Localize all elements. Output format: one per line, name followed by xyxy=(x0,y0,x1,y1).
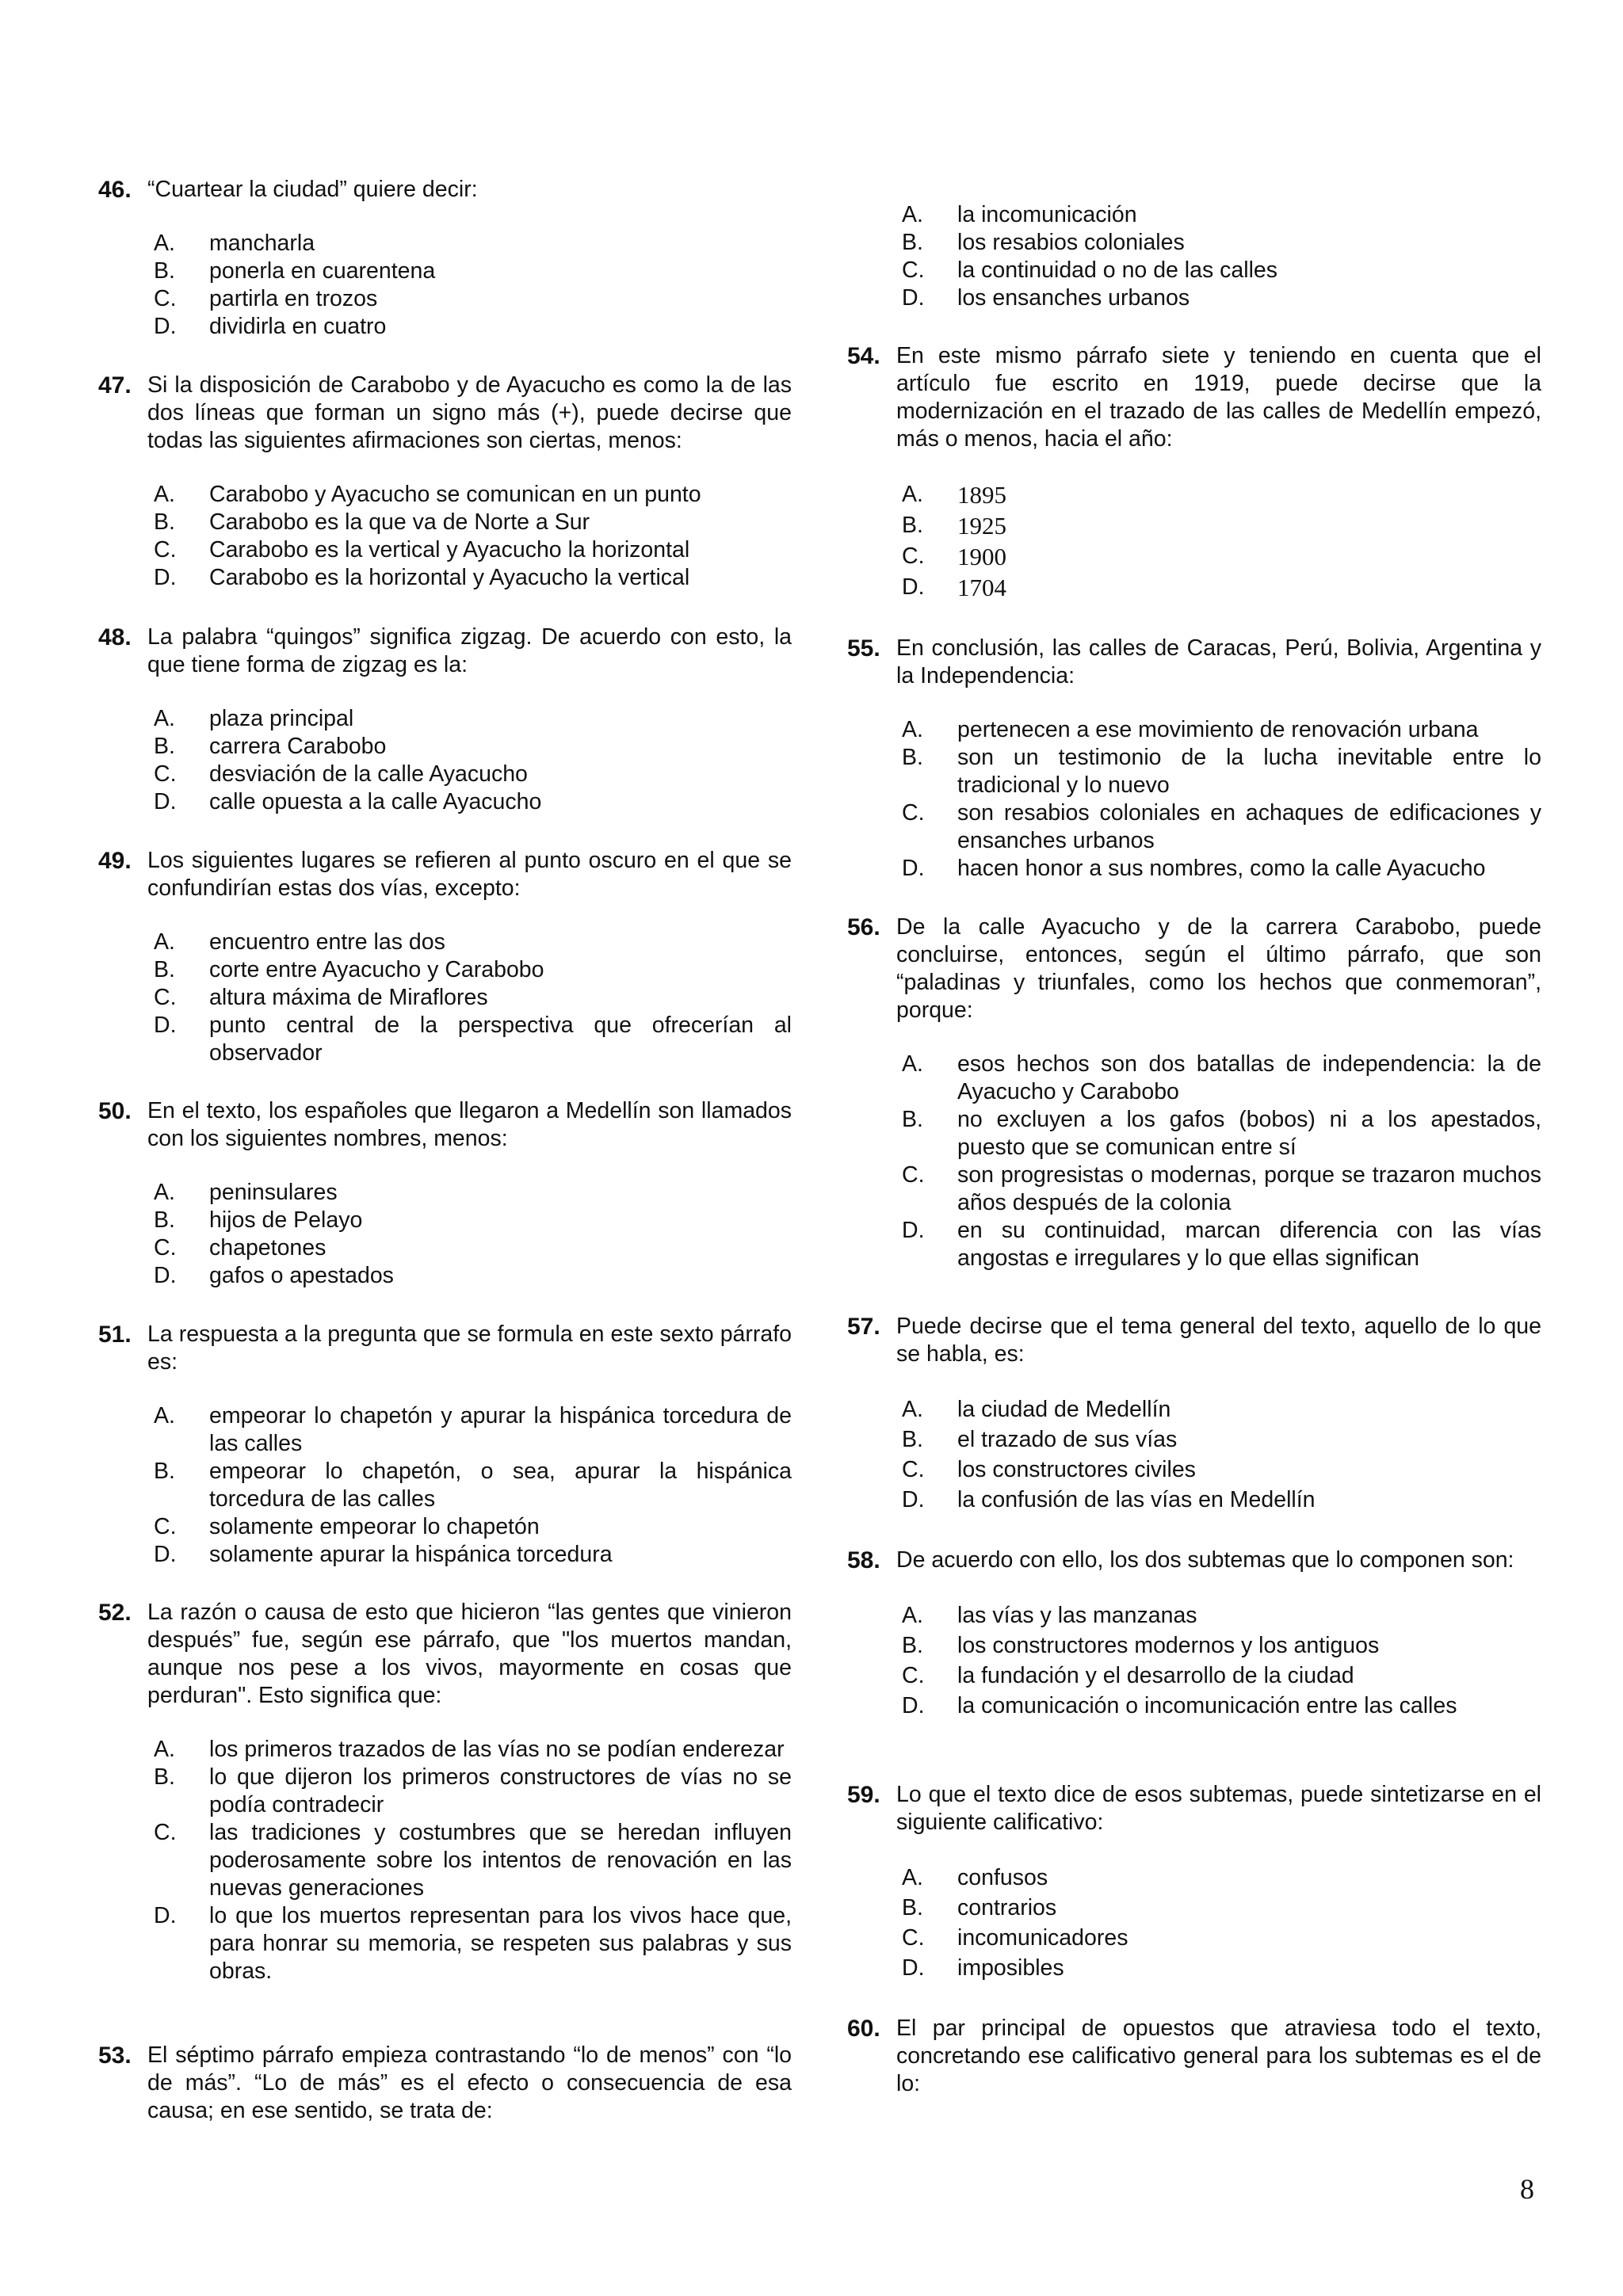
option-letter: A. xyxy=(902,202,923,227)
question-58 xyxy=(847,1547,1541,1721)
page-number: 8 xyxy=(1520,2173,1534,2205)
question-number: 56. xyxy=(847,914,880,940)
question-46 xyxy=(98,176,792,341)
option-letter: B. xyxy=(154,1207,175,1233)
question-number: 48. xyxy=(98,624,132,650)
option-letter: A. xyxy=(154,482,175,507)
option-letter: B. xyxy=(154,1764,175,1790)
question-text: El séptimo párrafo empieza contrastando “lo de menos” con “lo de más”. “Lo de más” es el efecto o consecuencia de esa causa; en ese sentido, se trata de: xyxy=(147,2042,792,2123)
question-stem xyxy=(847,913,1541,1024)
question-stem xyxy=(98,1599,792,1710)
question-56 xyxy=(847,913,1541,1272)
option-letter: B. xyxy=(154,258,175,284)
option-b xyxy=(902,744,1541,799)
question-number: 51. xyxy=(98,1322,132,1348)
options-list xyxy=(847,1863,1541,1983)
question-stem xyxy=(98,372,792,455)
option-text: calle opuesta a la calle Ayacucho xyxy=(209,789,542,814)
option-c xyxy=(902,541,1541,572)
option-text: la fundación y el desarrollo de la ciudad xyxy=(957,1663,1354,1688)
option-text: peninsulares xyxy=(209,1180,338,1205)
option-text: incomunicadores xyxy=(957,1925,1128,1951)
option-text: hijos de Pelayo xyxy=(209,1207,363,1233)
question-55 xyxy=(847,635,1541,883)
option-text: las vías y las manzanas xyxy=(957,1603,1197,1628)
option-text: plaza principal xyxy=(209,706,354,731)
option-letter: A. xyxy=(154,231,175,256)
option-text: no excluyen a los gafos (bobos) ni a los apestados, puesto que se comunican entre sí xyxy=(957,1107,1541,1160)
option-text: 1704 xyxy=(957,574,1006,601)
option-letter: D. xyxy=(154,789,177,814)
option-c xyxy=(902,1923,1541,1953)
option-letter: D. xyxy=(902,1218,925,1243)
option-a xyxy=(154,705,792,733)
option-letter: D. xyxy=(902,856,925,881)
option-d xyxy=(154,1541,792,1569)
question-text: De la calle Ayacucho y de la carrera Carabobo, puede concluirse, entonces, según el último párrafo, que son “paladinas y triunfales, como los hechos que conmemoran”, porque: xyxy=(896,914,1541,1023)
question-text: En el texto, los españoles que llegaron a Medellín son llamados con los siguientes nombres, menos: xyxy=(147,1098,792,1151)
option-text: la incomunicación xyxy=(957,202,1137,227)
option-a xyxy=(154,1402,792,1458)
option-text: los resabios coloniales xyxy=(957,230,1185,255)
option-d xyxy=(154,564,792,592)
question-text: Lo que el texto dice de esos subtemas, puede sintetizarse en el siguiente calificativo: xyxy=(896,1782,1541,1835)
option-b xyxy=(902,1106,1541,1161)
option-b xyxy=(154,1207,792,1234)
options-list xyxy=(98,1179,792,1290)
question-49 xyxy=(98,847,792,1067)
option-letter: C. xyxy=(154,537,177,563)
option-text: los constructores modernos y los antiguos xyxy=(957,1633,1380,1658)
question-51 xyxy=(98,1321,792,1569)
option-letter: B. xyxy=(154,1459,175,1484)
question-number: 59. xyxy=(847,1782,880,1808)
option-text: lo que dijeron los primeros constructores de vías no se podía contradecir xyxy=(209,1764,792,1817)
option-c xyxy=(902,257,1541,284)
option-text: los primeros trazados de las vías no se podían enderezar xyxy=(209,1737,785,1762)
option-a xyxy=(154,1736,792,1764)
question-text: De acuerdo con ello, los dos subtemas que lo componen son: xyxy=(896,1547,1514,1573)
option-letter: D. xyxy=(902,285,925,311)
option-text: contrarios xyxy=(957,1895,1057,1920)
option-text: la confusión de las vías en Medellín xyxy=(957,1487,1316,1512)
option-c xyxy=(154,1513,792,1541)
option-c xyxy=(154,536,792,564)
question-stem xyxy=(98,1097,792,1153)
option-text: mancharla xyxy=(209,231,315,256)
question-number: 53. xyxy=(98,2042,132,2069)
option-b xyxy=(902,229,1541,257)
option-text: 1895 xyxy=(957,481,1006,509)
option-d xyxy=(154,313,792,341)
question-text: “Cuartear la ciudad” quiere decir: xyxy=(147,177,478,202)
option-text: solamente empeorar lo chapetón xyxy=(209,1514,540,1539)
option-b xyxy=(902,1425,1541,1455)
option-text: desviación de la calle Ayacucho xyxy=(209,761,528,787)
option-text: dividirla en cuatro xyxy=(209,314,387,339)
option-letter: A. xyxy=(154,1180,175,1205)
option-text: son un testimonio de la lucha inevitable entre lo tradicional y lo nuevo xyxy=(957,745,1541,798)
option-letter: D. xyxy=(154,565,177,590)
option-text: el trazado de sus vías xyxy=(957,1427,1178,1452)
option-letter: B. xyxy=(154,957,175,982)
option-letter: B. xyxy=(902,1633,923,1658)
option-text: esos hechos son dos batallas de independencia: la de Ayacucho y Carabobo xyxy=(957,1051,1541,1104)
option-text: corte entre Ayacucho y Carabobo xyxy=(209,957,544,982)
option-text: pertenecen a ese movimiento de renovación urbana xyxy=(957,717,1479,742)
option-letter: A. xyxy=(154,1737,175,1762)
option-a xyxy=(154,1179,792,1207)
option-a xyxy=(902,1051,1541,1106)
option-text: son resabios coloniales en achaques de edificaciones y ensanches urbanos xyxy=(957,800,1541,853)
option-d xyxy=(154,1012,792,1067)
option-b xyxy=(154,1458,792,1513)
option-d xyxy=(902,284,1541,312)
option-d xyxy=(902,1217,1541,1272)
option-c xyxy=(902,1455,1541,1485)
option-text: Carabobo es la que va de Norte a Sur xyxy=(209,509,590,535)
option-text: lo que los muertos representan para los vivos hace que, para honrar su memoria, se respeten sus palabras y sus obras. xyxy=(209,1903,792,1984)
option-letter: C. xyxy=(154,761,177,787)
options-list xyxy=(98,929,792,1067)
option-letter: D. xyxy=(154,1542,177,1567)
option-letter: C. xyxy=(902,257,925,283)
option-text: carrera Carabobo xyxy=(209,734,387,759)
option-text: son progresistas o modernas, porque se trazaron muchos años después de la colonia xyxy=(957,1162,1541,1215)
options-list xyxy=(98,481,792,592)
option-letter: B. xyxy=(902,513,923,538)
option-letter: B. xyxy=(902,1895,923,1920)
question-48 xyxy=(98,624,792,816)
options-list xyxy=(98,1736,792,1985)
option-a xyxy=(154,481,792,509)
option-letter: D. xyxy=(154,1013,177,1038)
option-text: en su continuidad, marcan diferencia con las vías angostas e irregulares y lo que ellas significan xyxy=(957,1218,1541,1271)
question-stem xyxy=(847,342,1541,453)
option-text: la ciudad de Medellín xyxy=(957,1397,1171,1422)
option-letter: C. xyxy=(902,1663,925,1688)
question-54 xyxy=(847,342,1541,603)
options-list xyxy=(847,201,1541,312)
option-letter: A. xyxy=(902,482,923,507)
question-50 xyxy=(98,1097,792,1290)
options-list xyxy=(847,479,1541,603)
question-text: Los siguientes lugares se refieren al punto oscuro en el que se confundirían estas dos vías, excepto: xyxy=(147,848,792,901)
option-a xyxy=(154,929,792,956)
option-letter: B. xyxy=(902,1107,923,1132)
option-letter: C. xyxy=(902,1457,925,1482)
option-letter: B. xyxy=(902,1427,923,1452)
question-stem xyxy=(847,635,1541,690)
question-stem xyxy=(98,624,792,679)
option-letter: B. xyxy=(902,230,923,255)
option-text: empeorar lo chapetón y apurar la hispánica torcedura de las calles xyxy=(209,1403,792,1456)
option-text: las tradiciones y costumbres que se heredan influyen poderosamente sobre los intentos de renovación en las nuevas generaciones xyxy=(209,1820,792,1901)
option-a xyxy=(902,1600,1541,1630)
option-c xyxy=(902,799,1541,855)
option-text: Carabobo y Ayacucho se comunican en un punto xyxy=(209,482,701,507)
option-letter: C. xyxy=(902,800,925,826)
option-text: la continuidad o no de las calles xyxy=(957,257,1278,283)
question-stem xyxy=(98,2042,792,2125)
question-text: La razón o causa de esto que hicieron “las gentes que vinieron después” fue, según ese párrafo, que "los muertos mandan, aunque nos pese a los vivos, mayormente en cosas que perduran". Esto significa que: xyxy=(147,1600,792,1708)
option-b xyxy=(902,510,1541,541)
question-59 xyxy=(847,1781,1541,1983)
option-letter: C. xyxy=(902,1162,925,1188)
question-47 xyxy=(98,372,792,592)
option-a xyxy=(902,201,1541,229)
option-letter: D. xyxy=(154,1263,177,1288)
option-b xyxy=(154,733,792,761)
question-number: 49. xyxy=(98,848,132,874)
option-letter: A. xyxy=(154,929,175,955)
question-number: 55. xyxy=(847,635,880,662)
option-text: confusos xyxy=(957,1865,1048,1890)
option-letter: D. xyxy=(902,1487,925,1512)
option-letter: C. xyxy=(154,985,177,1010)
question-text: La respuesta a la pregunta que se formula en este sexto párrafo es: xyxy=(147,1322,792,1375)
option-a xyxy=(902,1863,1541,1893)
option-a xyxy=(902,716,1541,744)
option-letter: D. xyxy=(154,1903,177,1928)
option-letter: C. xyxy=(154,1235,177,1261)
question-text: El par principal de opuestos que atraviesa todo el texto, concretando ese calificativo general para los subtemas es el de lo: xyxy=(896,2016,1541,2096)
option-d xyxy=(902,855,1541,883)
option-letter: A. xyxy=(154,1403,175,1428)
options-list xyxy=(847,716,1541,883)
question-text: Si la disposición de Carabobo y de Ayacucho es como la de las dos líneas que forman un signo más (+), puede decirse que todas las siguientes afirmaciones son ciertas, menos: xyxy=(147,372,792,453)
option-text: gafos o apestados xyxy=(209,1263,394,1288)
question-text: Puede decirse que el tema general del texto, aquello de lo que se habla, es: xyxy=(896,1314,1541,1367)
option-letter: B. xyxy=(902,745,923,770)
option-b xyxy=(154,1764,792,1819)
option-letter: C. xyxy=(902,1925,925,1951)
option-c xyxy=(154,984,792,1012)
option-text: punto central de la perspectiva que ofrecerían al observador xyxy=(209,1013,792,1066)
options-list xyxy=(847,1051,1541,1272)
option-text: la comunicación o incomunicación entre las calles xyxy=(957,1693,1457,1718)
option-letter: A. xyxy=(154,706,175,731)
question-stem xyxy=(847,1781,1541,1836)
question-52 xyxy=(98,1599,792,1985)
option-b xyxy=(902,1630,1541,1661)
options-list xyxy=(98,705,792,816)
question-text: En conclusión, las calles de Caracas, Perú, Bolivia, Argentina y la Independencia: xyxy=(896,635,1541,688)
question-stem xyxy=(98,847,792,902)
option-letter: D. xyxy=(902,574,925,600)
option-letter: B. xyxy=(154,509,175,535)
question-stem xyxy=(98,176,792,204)
option-text: encuentro entre las dos xyxy=(209,929,445,955)
option-text: altura máxima de Miraflores xyxy=(209,985,488,1010)
option-b xyxy=(154,509,792,536)
option-d xyxy=(902,1691,1541,1721)
option-letter: C. xyxy=(154,286,177,311)
option-c xyxy=(154,285,792,313)
options-list xyxy=(98,1402,792,1569)
option-letter: A. xyxy=(902,1051,923,1077)
option-c xyxy=(154,761,792,788)
question-number: 58. xyxy=(847,1547,880,1573)
question-60 xyxy=(847,2015,1541,2098)
option-text: 1925 xyxy=(957,512,1006,540)
question-stem xyxy=(847,1313,1541,1368)
question-57 xyxy=(847,1313,1541,1515)
option-a xyxy=(154,230,792,257)
option-letter: D. xyxy=(902,1955,925,1981)
option-c xyxy=(902,1661,1541,1691)
question-number: 57. xyxy=(847,1314,880,1340)
option-letter: C. xyxy=(902,543,925,569)
option-letter: C. xyxy=(154,1820,177,1845)
option-text: 1900 xyxy=(957,543,1006,570)
option-text: imposibles xyxy=(957,1955,1064,1981)
question-stem xyxy=(98,1321,792,1376)
option-text: partirla en trozos xyxy=(209,286,378,311)
option-letter: D. xyxy=(154,314,177,339)
question-stem xyxy=(847,2015,1541,2098)
option-text: empeorar lo chapetón, o sea, apurar la hispánica torcedura de las calles xyxy=(209,1459,792,1512)
option-text: los ensanches urbanos xyxy=(957,285,1190,311)
option-d xyxy=(154,788,792,816)
option-letter: A. xyxy=(902,1397,923,1422)
option-letter: B. xyxy=(154,734,175,759)
option-d xyxy=(154,1902,792,1985)
option-b xyxy=(154,257,792,285)
option-text: los constructores civiles xyxy=(957,1457,1196,1482)
question-53 xyxy=(98,2042,792,2125)
question-number: 54. xyxy=(847,343,880,369)
option-a xyxy=(902,479,1541,510)
option-text: Carabobo es la vertical y Ayacucho la horizontal xyxy=(209,537,690,563)
options-list xyxy=(847,1394,1541,1515)
option-c xyxy=(154,1234,792,1262)
question-number: 47. xyxy=(98,372,132,399)
option-text: Carabobo es la horizontal y Ayacucho la vertical xyxy=(209,565,690,590)
option-b xyxy=(154,956,792,984)
question-53-options-continued xyxy=(847,201,1541,312)
option-letter: A. xyxy=(902,1865,923,1890)
option-a xyxy=(902,1394,1541,1425)
question-text: La palabra “quingos” significa zigzag. De acuerdo con esto, la que tiene forma de zigzag es la: xyxy=(147,624,792,677)
question-stem xyxy=(847,1547,1541,1574)
option-d xyxy=(902,572,1541,603)
option-letter: A. xyxy=(902,1603,923,1628)
question-number: 50. xyxy=(98,1098,132,1124)
question-number: 60. xyxy=(847,2016,880,2042)
options-list xyxy=(98,230,792,341)
option-text: solamente apurar la hispánica torcedura xyxy=(209,1542,613,1567)
option-letter: A. xyxy=(902,717,923,742)
option-c xyxy=(154,1819,792,1902)
option-text: chapetones xyxy=(209,1235,327,1261)
option-c xyxy=(902,1161,1541,1217)
question-number: 46. xyxy=(98,177,132,203)
option-d xyxy=(154,1262,792,1290)
option-text: hacen honor a sus nombres, como la calle Ayacucho xyxy=(957,856,1486,881)
option-d xyxy=(902,1953,1541,1983)
options-list xyxy=(847,1600,1541,1721)
option-b xyxy=(902,1893,1541,1923)
option-d xyxy=(902,1485,1541,1515)
option-letter: D. xyxy=(902,1693,925,1718)
option-letter: C. xyxy=(154,1514,177,1539)
question-text: En este mismo párrafo siete y teniendo en cuenta que el artículo fue escrito en 1919, puede decirse que la modernización en el trazado de las calles de Medellín empezó, más o menos, hacia el año: xyxy=(896,343,1541,452)
option-text: ponerla en cuarentena xyxy=(209,258,436,284)
question-number: 52. xyxy=(98,1600,132,1626)
